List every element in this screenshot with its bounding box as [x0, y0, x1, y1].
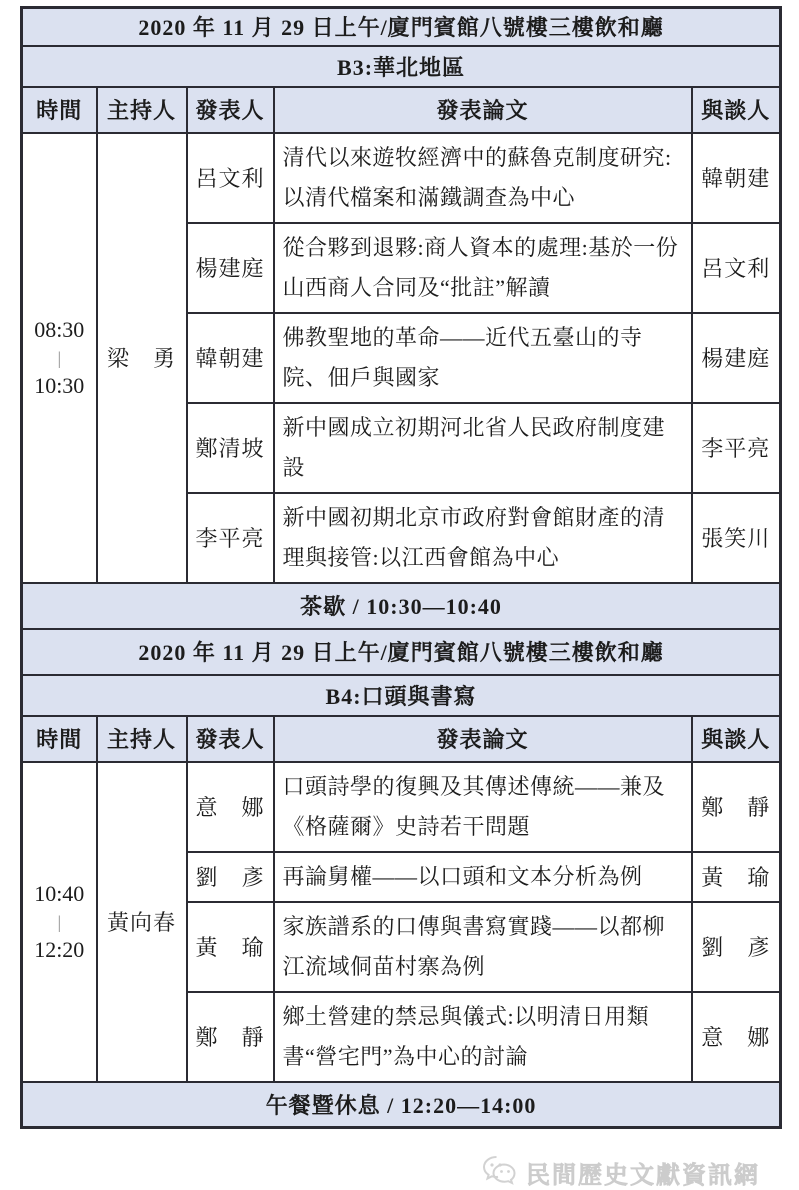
- paper-cell: 鄉土營建的禁忌與儀式:以明清日用類書“營宅門”為中心的討論: [274, 992, 692, 1082]
- presenter-cell: 黃 瑜: [187, 902, 274, 992]
- presenter-cell: 韓朝建: [187, 313, 274, 403]
- paper-cell: 家族譜系的口傳與書寫實踐——以都柳江流域侗苗村寨為例: [274, 902, 692, 992]
- discussant-cell: 張笑川: [692, 493, 781, 583]
- time-end: 10:30: [34, 372, 85, 398]
- session-b4-time-cell: [22, 762, 97, 1082]
- discussant-cell: 黃 瑜: [692, 852, 781, 902]
- session-b3-title-row: [22, 46, 781, 87]
- paper-cell: 再論舅權——以口頭和文本分析為例: [274, 852, 692, 902]
- session-b3-column-header-row: [22, 87, 781, 133]
- paper-cell: 佛教聖地的革命——近代五臺山的寺院、佃戶與國家: [274, 313, 692, 403]
- presenter-cell: 鄭 靜: [187, 992, 274, 1082]
- time-separator: |: [57, 347, 62, 368]
- session-b4-title: B4:口頭與書寫: [22, 675, 781, 716]
- presenter-cell: 鄭清坡: [187, 403, 274, 493]
- wechat-icon: [482, 1155, 518, 1190]
- col-header-moderator: 主持人: [97, 716, 187, 762]
- paper-cell: 新中國成立初期河北省人民政府制度建設: [274, 403, 692, 493]
- paper-cell: 清代以來遊牧經濟中的蘇魯克制度研究:以清代檔案和滿鐵調查為中心: [274, 133, 692, 223]
- session-b3-header-row: [22, 8, 781, 46]
- session-b3-title: B3:華北地區: [22, 46, 781, 87]
- col-header-paper: 發表論文: [274, 87, 692, 133]
- col-header-paper: 發表論文: [274, 716, 692, 762]
- col-header-discussant: 與談人: [692, 716, 781, 762]
- col-header-presenter: 發表人: [187, 87, 274, 133]
- paper-cell: 新中國初期北京市政府對會館財產的清理與接管:以江西會館為中心: [274, 493, 692, 583]
- discussant-cell: 意 娜: [692, 992, 781, 1082]
- session-b3-time-cell: [22, 133, 97, 583]
- time-end: 12:20: [34, 936, 85, 962]
- session-b4-moderator-cell: 黃向春: [97, 762, 187, 1082]
- session-b4-header-row: [22, 629, 781, 675]
- presenter-cell: 劉 彥: [187, 852, 274, 902]
- table-row: [22, 762, 781, 852]
- time-separator: |: [57, 911, 62, 932]
- discussant-cell: 楊建庭: [692, 313, 781, 403]
- discussant-cell: 韓朝建: [692, 133, 781, 223]
- table-row: [22, 133, 781, 223]
- discussant-cell: 劉 彥: [692, 902, 781, 992]
- tea-break-row: [22, 583, 781, 629]
- conference-schedule-table: [20, 6, 782, 1129]
- presenter-cell: 呂文利: [187, 133, 274, 223]
- discussant-cell: 呂文利: [692, 223, 781, 313]
- time-start: 08:30: [34, 316, 85, 342]
- time-start: 10:40: [34, 880, 85, 906]
- lunch-break-row: [22, 1082, 781, 1128]
- col-header-moderator: 主持人: [97, 87, 187, 133]
- col-header-time: 時間: [22, 87, 97, 133]
- presenter-cell: 意 娜: [187, 762, 274, 852]
- session-b4-title-row: [22, 675, 781, 716]
- paper-cell: 從合夥到退夥:商人資本的處理:基於一份山西商人合同及“批註”解讀: [274, 223, 692, 313]
- discussant-cell: 李平亮: [692, 403, 781, 493]
- session-b4-column-header-row: [22, 716, 781, 762]
- session-b3-datetime-venue: 2020 年 11 月 29 日上午/廈門賓館八號樓三樓飲和廳: [22, 8, 781, 46]
- session-b4-datetime-venue: 2020 年 11 月 29 日上午/廈門賓館八號樓三樓飲和廳: [22, 629, 781, 675]
- col-header-discussant: 與談人: [692, 87, 781, 133]
- session-b3-moderator-cell: 梁 勇: [97, 133, 187, 583]
- watermark: [20, 1155, 780, 1190]
- paper-cell: 口頭詩學的復興及其傳述傳統——兼及《格薩爾》史詩若干問題: [274, 762, 692, 852]
- watermark-brand-text: 民間歷史文獻資訊網: [526, 1163, 760, 1189]
- discussant-cell: 鄭 靜: [692, 762, 781, 852]
- col-header-presenter: 發表人: [187, 716, 274, 762]
- lunch-break-label: 午餐暨休息 / 12:20—14:00: [22, 1082, 781, 1128]
- presenter-cell: 楊建庭: [187, 223, 274, 313]
- tea-break-label: 茶歇 / 10:30—10:40: [22, 583, 781, 629]
- presenter-cell: 李平亮: [187, 493, 274, 583]
- col-header-time: 時間: [22, 716, 97, 762]
